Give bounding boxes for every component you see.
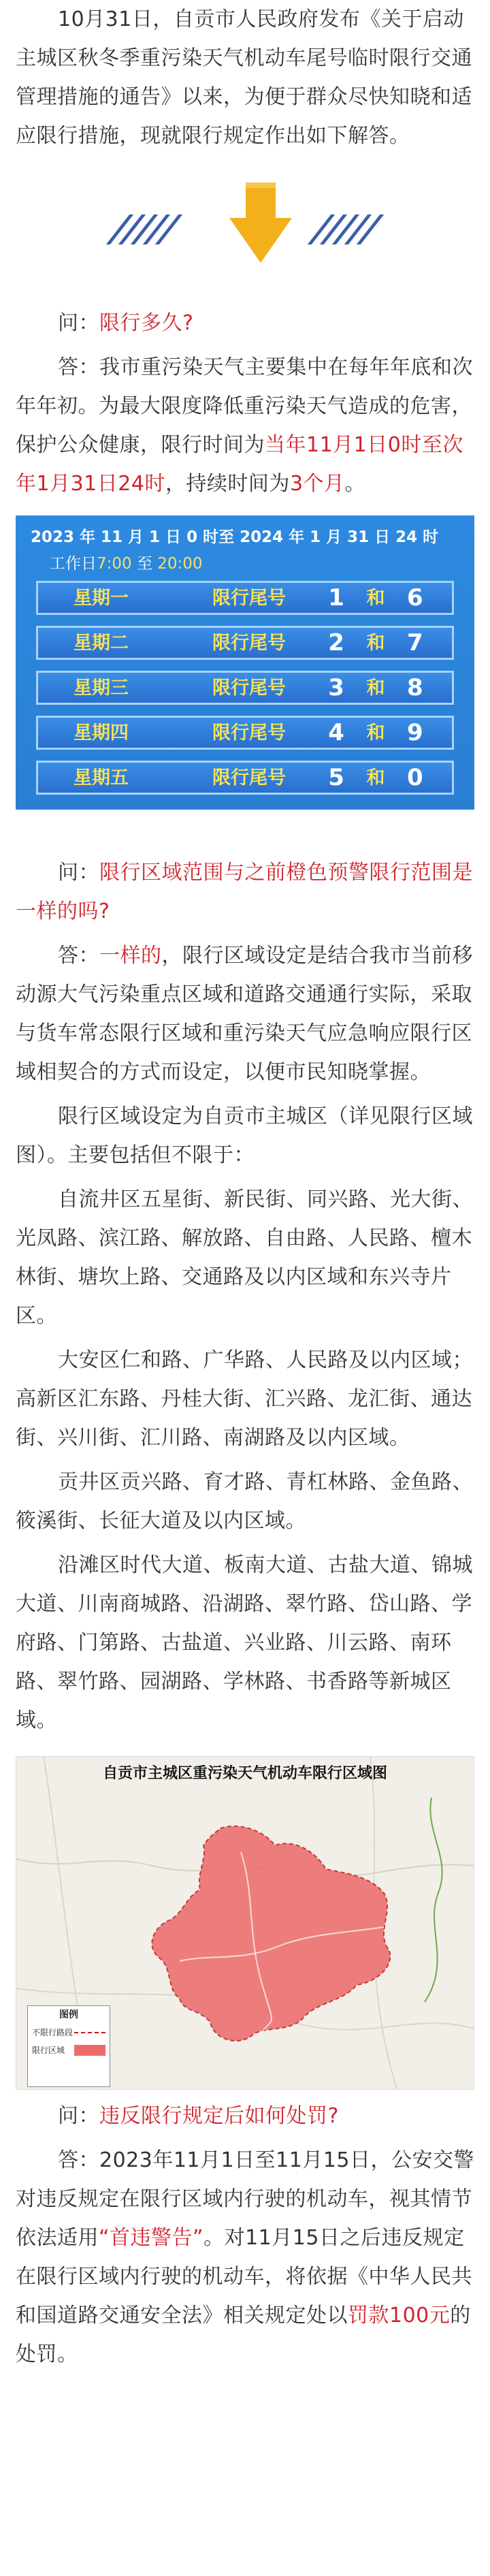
arrow-decoration	[16, 163, 474, 300]
schedule-header: 2023 年 11 月 1 日 0 时至 2024 年 1 月 31 日 24 时	[31, 528, 439, 546]
duration-highlight: 3个月	[289, 472, 345, 496]
legend-title: 图例	[59, 2009, 78, 2020]
question-2	[16, 853, 474, 931]
question-3-text: 违反限行规定后如何处罚?	[99, 2104, 339, 2128]
question-label: 问：	[58, 861, 99, 885]
schedule-row: 星期一 限行尾号 1 和 6	[36, 581, 454, 615]
limit-period-highlight: 当年11月1日0时至次年1月31日24时	[16, 433, 463, 496]
area-intro-paragraph: 限行区域设定为自贡市主城区（详见限行区域图）。主要包括但不限于：	[16, 1104, 473, 1167]
yantan-district-paragraph: 沿滩区时代大道、板南大道、古盐大道、锦城大道、川南商城路、沿湖路、翠竹路、岱山路、学府路、门第路、古盐道、兴业路、川云路、南环路、翠竹路、园湖路、学林路、书香路等新城区域。	[16, 1553, 473, 1732]
schedule-hours: 工作日7:00 至 20:00	[50, 555, 203, 573]
question-1-text: 限行多久?	[99, 311, 194, 335]
answer-3: 答：2023年11月1日至11月15日，公安交警对违反规定在限行区域内行驶的机动车，视其情节依法适用“首违警告”。对11月15日之后违反规定在限行区域内行驶的机动车，将依据《中华人民共和国道路交通安全法》相关规定处以罚款100元的处罚。	[16, 2148, 474, 2366]
daan-district-paragraph: 大安区仁和路、广华路、人民路及以内区域；高新区汇东路、丹桂大街、汇兴路、龙汇街、通达街、兴川街、汇川路、南湖路及以内区域。	[16, 1348, 473, 1450]
answer-2: 答：一样的，限行区域设定是结合我市当前移动源大气污染重点区域和道路交通通行实际，采取与货车常态限行区域和重污染天气应急响应限行区域相契合的方式而设定，以便市民知晓掌握。	[16, 944, 473, 1084]
legend-item-line: 不限行路段	[32, 2026, 105, 2039]
map-legend	[27, 2005, 110, 2087]
right-stripes-decoration	[319, 214, 380, 257]
question-2-text: 限行区域范围与之前橙色预警限行范围是一样的吗?	[16, 861, 473, 923]
schedule-row: 星期五 限行尾号 5 和 0	[36, 761, 454, 795]
red-area-swatch	[74, 2045, 105, 2056]
intro-paragraph: 10月31日，自贡市人民政府发布《关于启动主城区秋冬季重污染天气机动车尾号临时限行交通管理措施的通告》以来，为便于群众尽快知晓和适应限行措施，现就限行规定作出如下解答。	[16, 7, 472, 148]
map-title: 自贡市主城区重污染天气机动车限行区域图	[102, 1765, 387, 1782]
first-violation-warning-highlight: “首违警告”	[99, 2226, 204, 2250]
schedule-row: 星期三 限行尾号 3 和 8	[36, 671, 454, 705]
fine-amount-highlight: 罚款100元	[348, 2304, 451, 2327]
answer-label: 答：	[58, 2148, 99, 2172]
answer-1: 答：我市重污染天气主要集中在每年年底和次年年初。为最大限度降低重污染天气造成的危害，保护公众健康，限行时间为当年11月1日0时至次年1月31日24时，持续时间为3个月。	[16, 355, 473, 496]
question-label: 问：	[58, 2104, 99, 2128]
legend-item-area: 限行区域	[32, 2044, 105, 2056]
restriction-area-map	[16, 1756, 474, 2090]
schedule-row: 星期四 限行尾号 4 和 9	[36, 716, 454, 750]
down-arrow-icon	[229, 182, 292, 264]
answer-label: 答：	[58, 944, 99, 968]
question-label: 问：	[58, 311, 99, 335]
schedule-row: 星期二 限行尾号 2 和 7	[36, 626, 454, 660]
restriction-schedule-table	[16, 515, 474, 810]
dashed-line-swatch	[74, 2032, 105, 2033]
answer-label: 答：	[58, 355, 99, 379]
same-area-highlight: 一样的	[99, 944, 162, 968]
gongjing-district-paragraph: 贡井区贡兴路、育才路、青杠林路、金鱼路、筱溪街、长征大道及以内区域。	[16, 1470, 473, 1533]
ziliujing-district-paragraph: 自流井区五星街、新民街、同兴路、光大街、光凤路、滨江路、解放路、自由路、人民路、檀木林街、塘坎上路、交通路及以内区域和东兴寺片区。	[16, 1188, 473, 1328]
question-3	[16, 2097, 474, 2135]
left-stripes-decoration	[118, 214, 179, 257]
question-1	[16, 304, 474, 343]
